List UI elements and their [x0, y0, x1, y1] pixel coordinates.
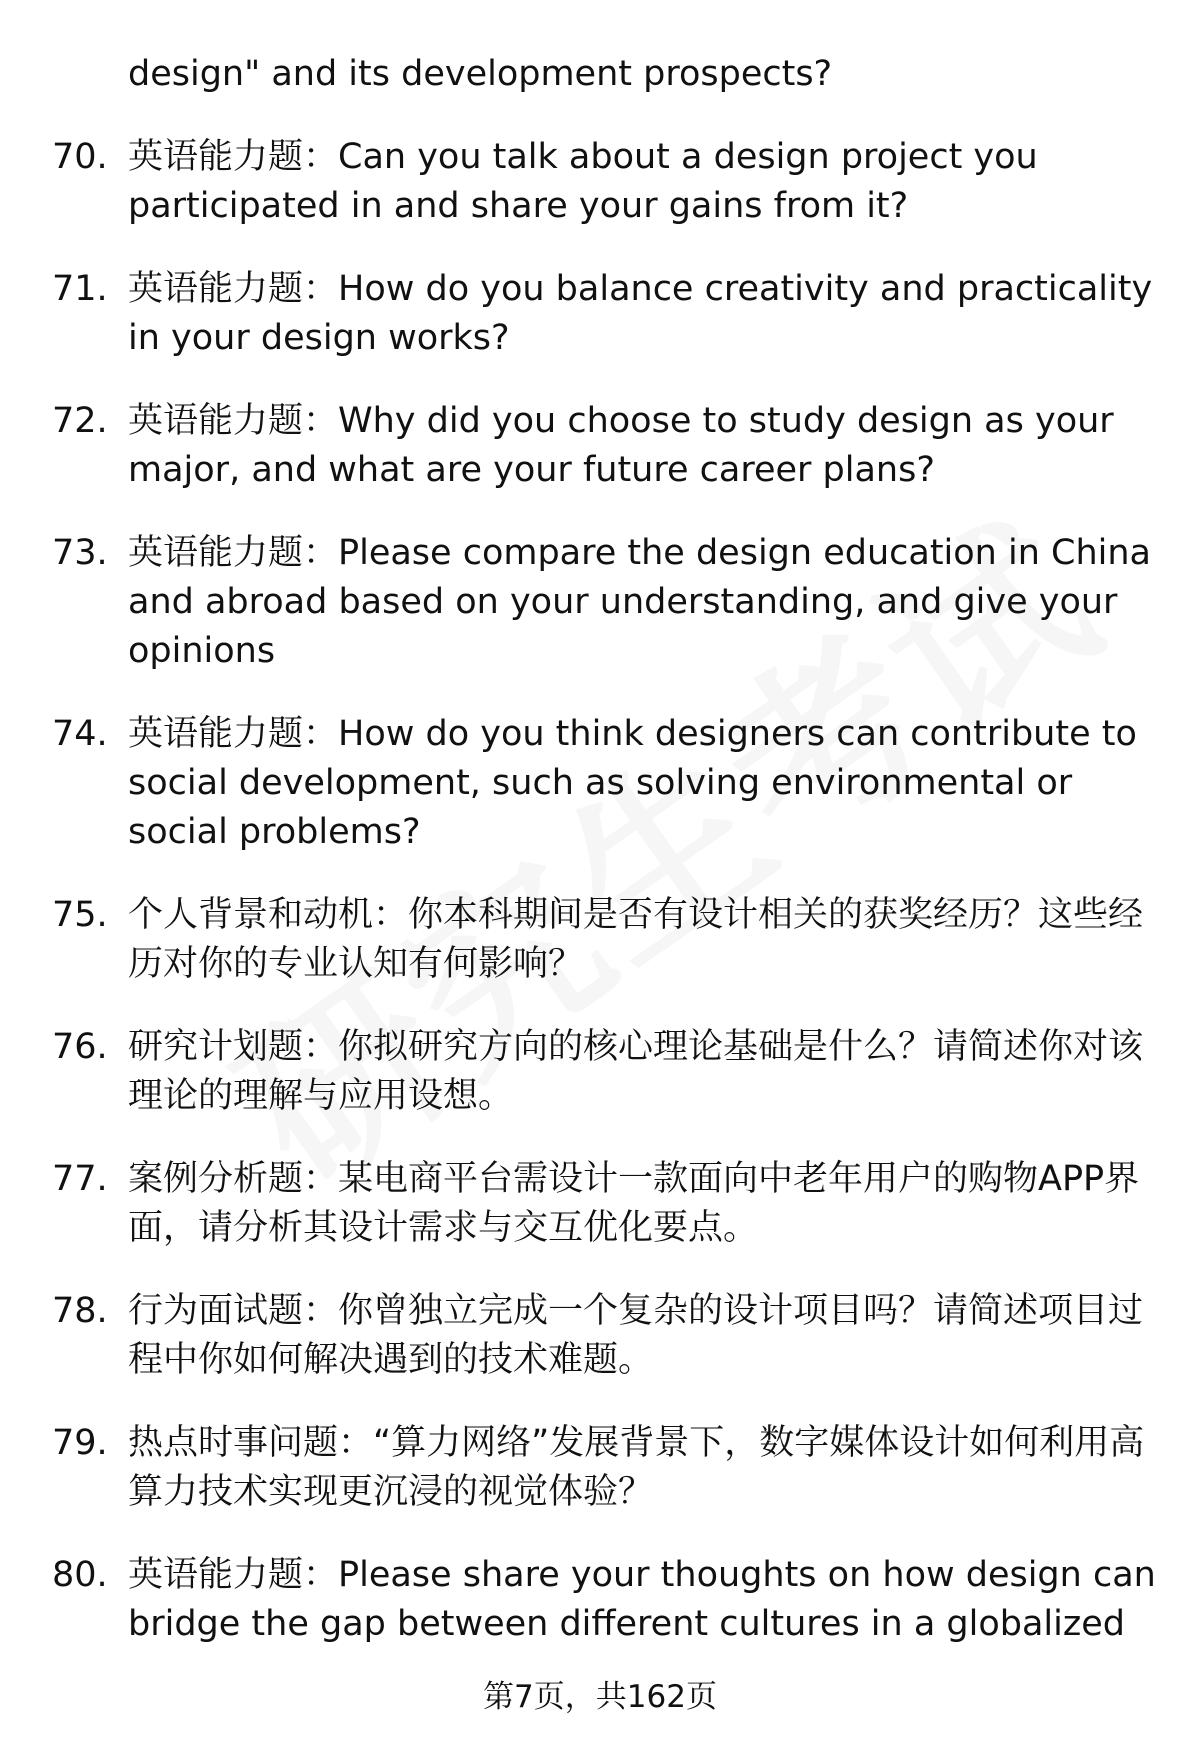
question-text: 个人背景和动机：你本科期间是否有设计相关的获奖经历？这些经历对你的专业认知有何影响？	[128, 895, 1144, 984]
question-text: 行为面试题：你曾独立完成一个复杂的设计项目吗？请简述项目过程中你如何解决遇到的技术难题。	[128, 1291, 1144, 1380]
question-number: 74.	[52, 714, 108, 754]
question-item	[0, 891, 1200, 989]
question-number: 76.	[52, 1027, 108, 1067]
question-text: 研究计划题：你拟研究方向的核心理论基础是什么？请简述你对该理论的理解与应用设想。	[128, 1027, 1144, 1116]
question-number: 71.	[52, 269, 108, 309]
question-number: 77.	[52, 1159, 108, 1199]
question-item	[0, 1023, 1200, 1121]
question-number: 70.	[52, 137, 108, 177]
question-item	[0, 133, 1200, 231]
question-number: 80.	[52, 1555, 108, 1595]
question-number: 79.	[52, 1423, 108, 1463]
question-item	[0, 397, 1200, 495]
question-item	[0, 1419, 1200, 1517]
question-text: 热点时事问题：“算力网络”发展背景下，数字媒体设计如何利用高算力技术实现更沉浸的视觉体验？	[128, 1423, 1145, 1512]
question-text: 英语能力题：Please compare the design education in China and abroad based on your understanding, and give your opinions	[128, 533, 1151, 671]
question-number: 75.	[52, 895, 108, 935]
question-text: 英语能力题：Can you talk about a design project you participated in and share your gains from it?	[128, 137, 1038, 226]
question-item	[0, 529, 1200, 676]
question-number: 73.	[52, 533, 108, 573]
question-text: 案例分析题：某电商平台需设计一款面向中老年用户的购物APP界面，请分析其设计需求与交互优化要点。	[128, 1159, 1140, 1248]
question-item	[0, 265, 1200, 363]
page-number-label: 第7页，共162页	[483, 1679, 717, 1715]
question-item	[0, 710, 1200, 857]
question-item	[0, 1551, 1200, 1649]
question-text: 英语能力题：Why did you choose to study design as your major, and what are your future career plans?	[128, 401, 1114, 490]
page-content	[0, 50, 1200, 1649]
question-number: 72.	[52, 401, 108, 441]
question-text: 英语能力题：How do you balance creativity and practicality in your design works?	[128, 269, 1153, 358]
question-item	[0, 1287, 1200, 1385]
question-number: 78.	[52, 1291, 108, 1331]
question-text: 英语能力题：How do you think designers can contribute to social development, such as solving environmental or social problems?	[128, 714, 1137, 852]
question-list	[0, 133, 1200, 1649]
question-text: 英语能力题：Please share your thoughts on how design can bridge the gap between different cultures in a globalized	[128, 1555, 1156, 1644]
page-footer	[0, 1677, 1200, 1717]
continued-question-text: design" and its development prospects?	[128, 54, 833, 94]
question-item	[0, 1155, 1200, 1253]
